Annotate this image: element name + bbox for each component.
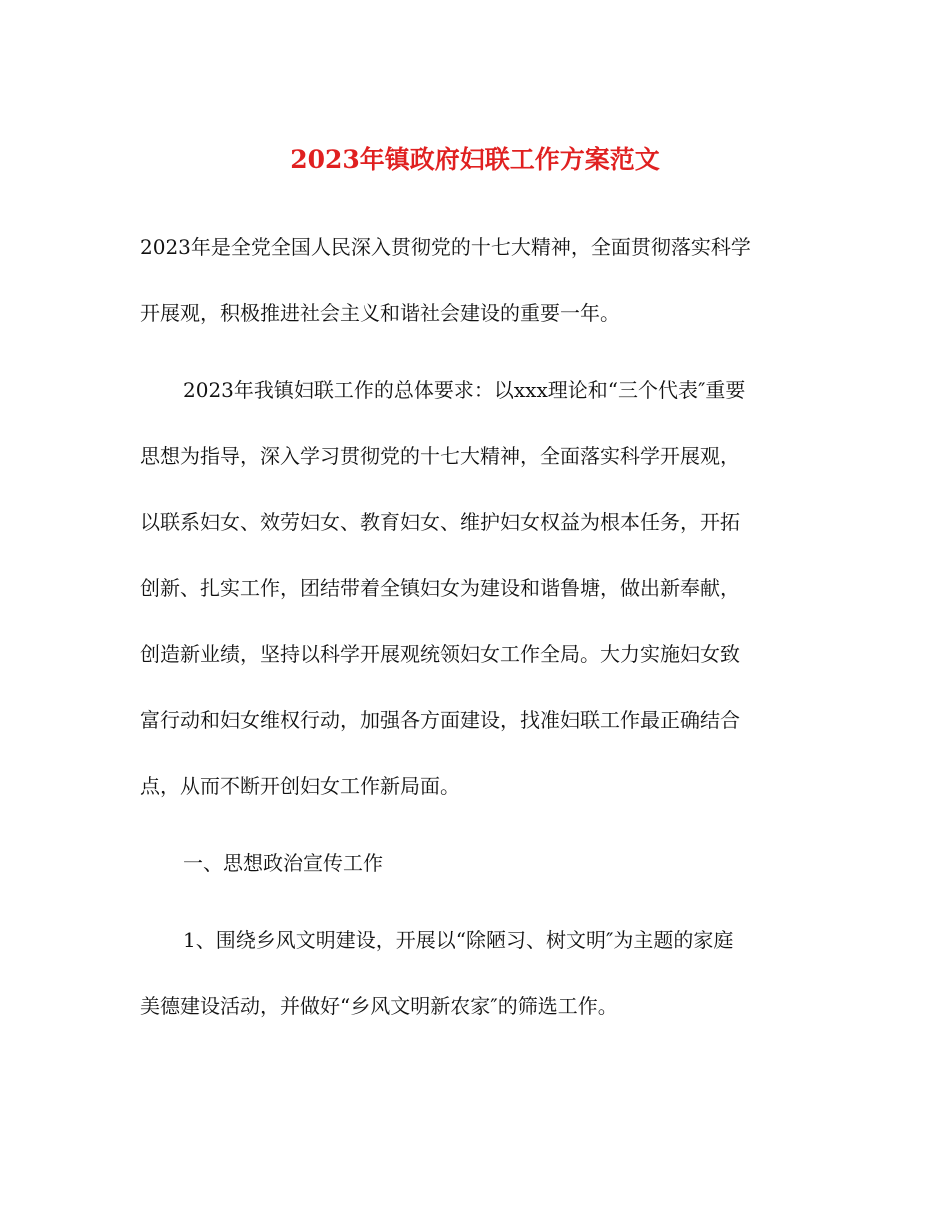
paragraph-line: 点，从而不断开创妇女工作新局面。: [140, 774, 460, 798]
paragraph-line: 富行动和妇女维权行动，加强各方面建设，找准妇联工作最正确结合: [140, 708, 740, 732]
section-heading: 一、思想政治宣传工作: [183, 851, 383, 875]
paragraph-line: 以联系妇女、效劳妇女、教育妇女、维护妇女权益为根本任务，开拓: [140, 510, 740, 534]
paragraph-line: 思想为指导，深入学习贯彻党的十七大精神，全面落实科学开展观，: [140, 444, 740, 468]
paragraph-line: 创新、扎实工作，团结带着全镇妇女为建设和谐鲁塘，做出新奉献，: [140, 576, 740, 600]
paragraph-line: 美德建设活动，并做好“乡风文明新农家″的筛选工作。: [140, 994, 618, 1018]
paragraph-line: 开展观，积极推进社会主义和谐社会建设的重要一年。: [140, 301, 620, 325]
paragraph-line: 1、围绕乡风文明建设，开展以“除陋习、树文明″为主题的家庭: [183, 928, 734, 952]
document-title: 2023年镇政府妇联工作方案范文: [290, 145, 660, 174]
paragraph-line: 2023年我镇妇联工作的总体要求：以xxx理论和“三个代表″重要: [183, 378, 746, 402]
paragraph-line: 创造新业绩，坚持以科学开展观统领妇女工作全局。大力实施妇女致: [140, 642, 740, 666]
paragraph-line: 2023年是全党全国人民深入贯彻党的十七大精神，全面贯彻落实科学: [140, 235, 751, 259]
